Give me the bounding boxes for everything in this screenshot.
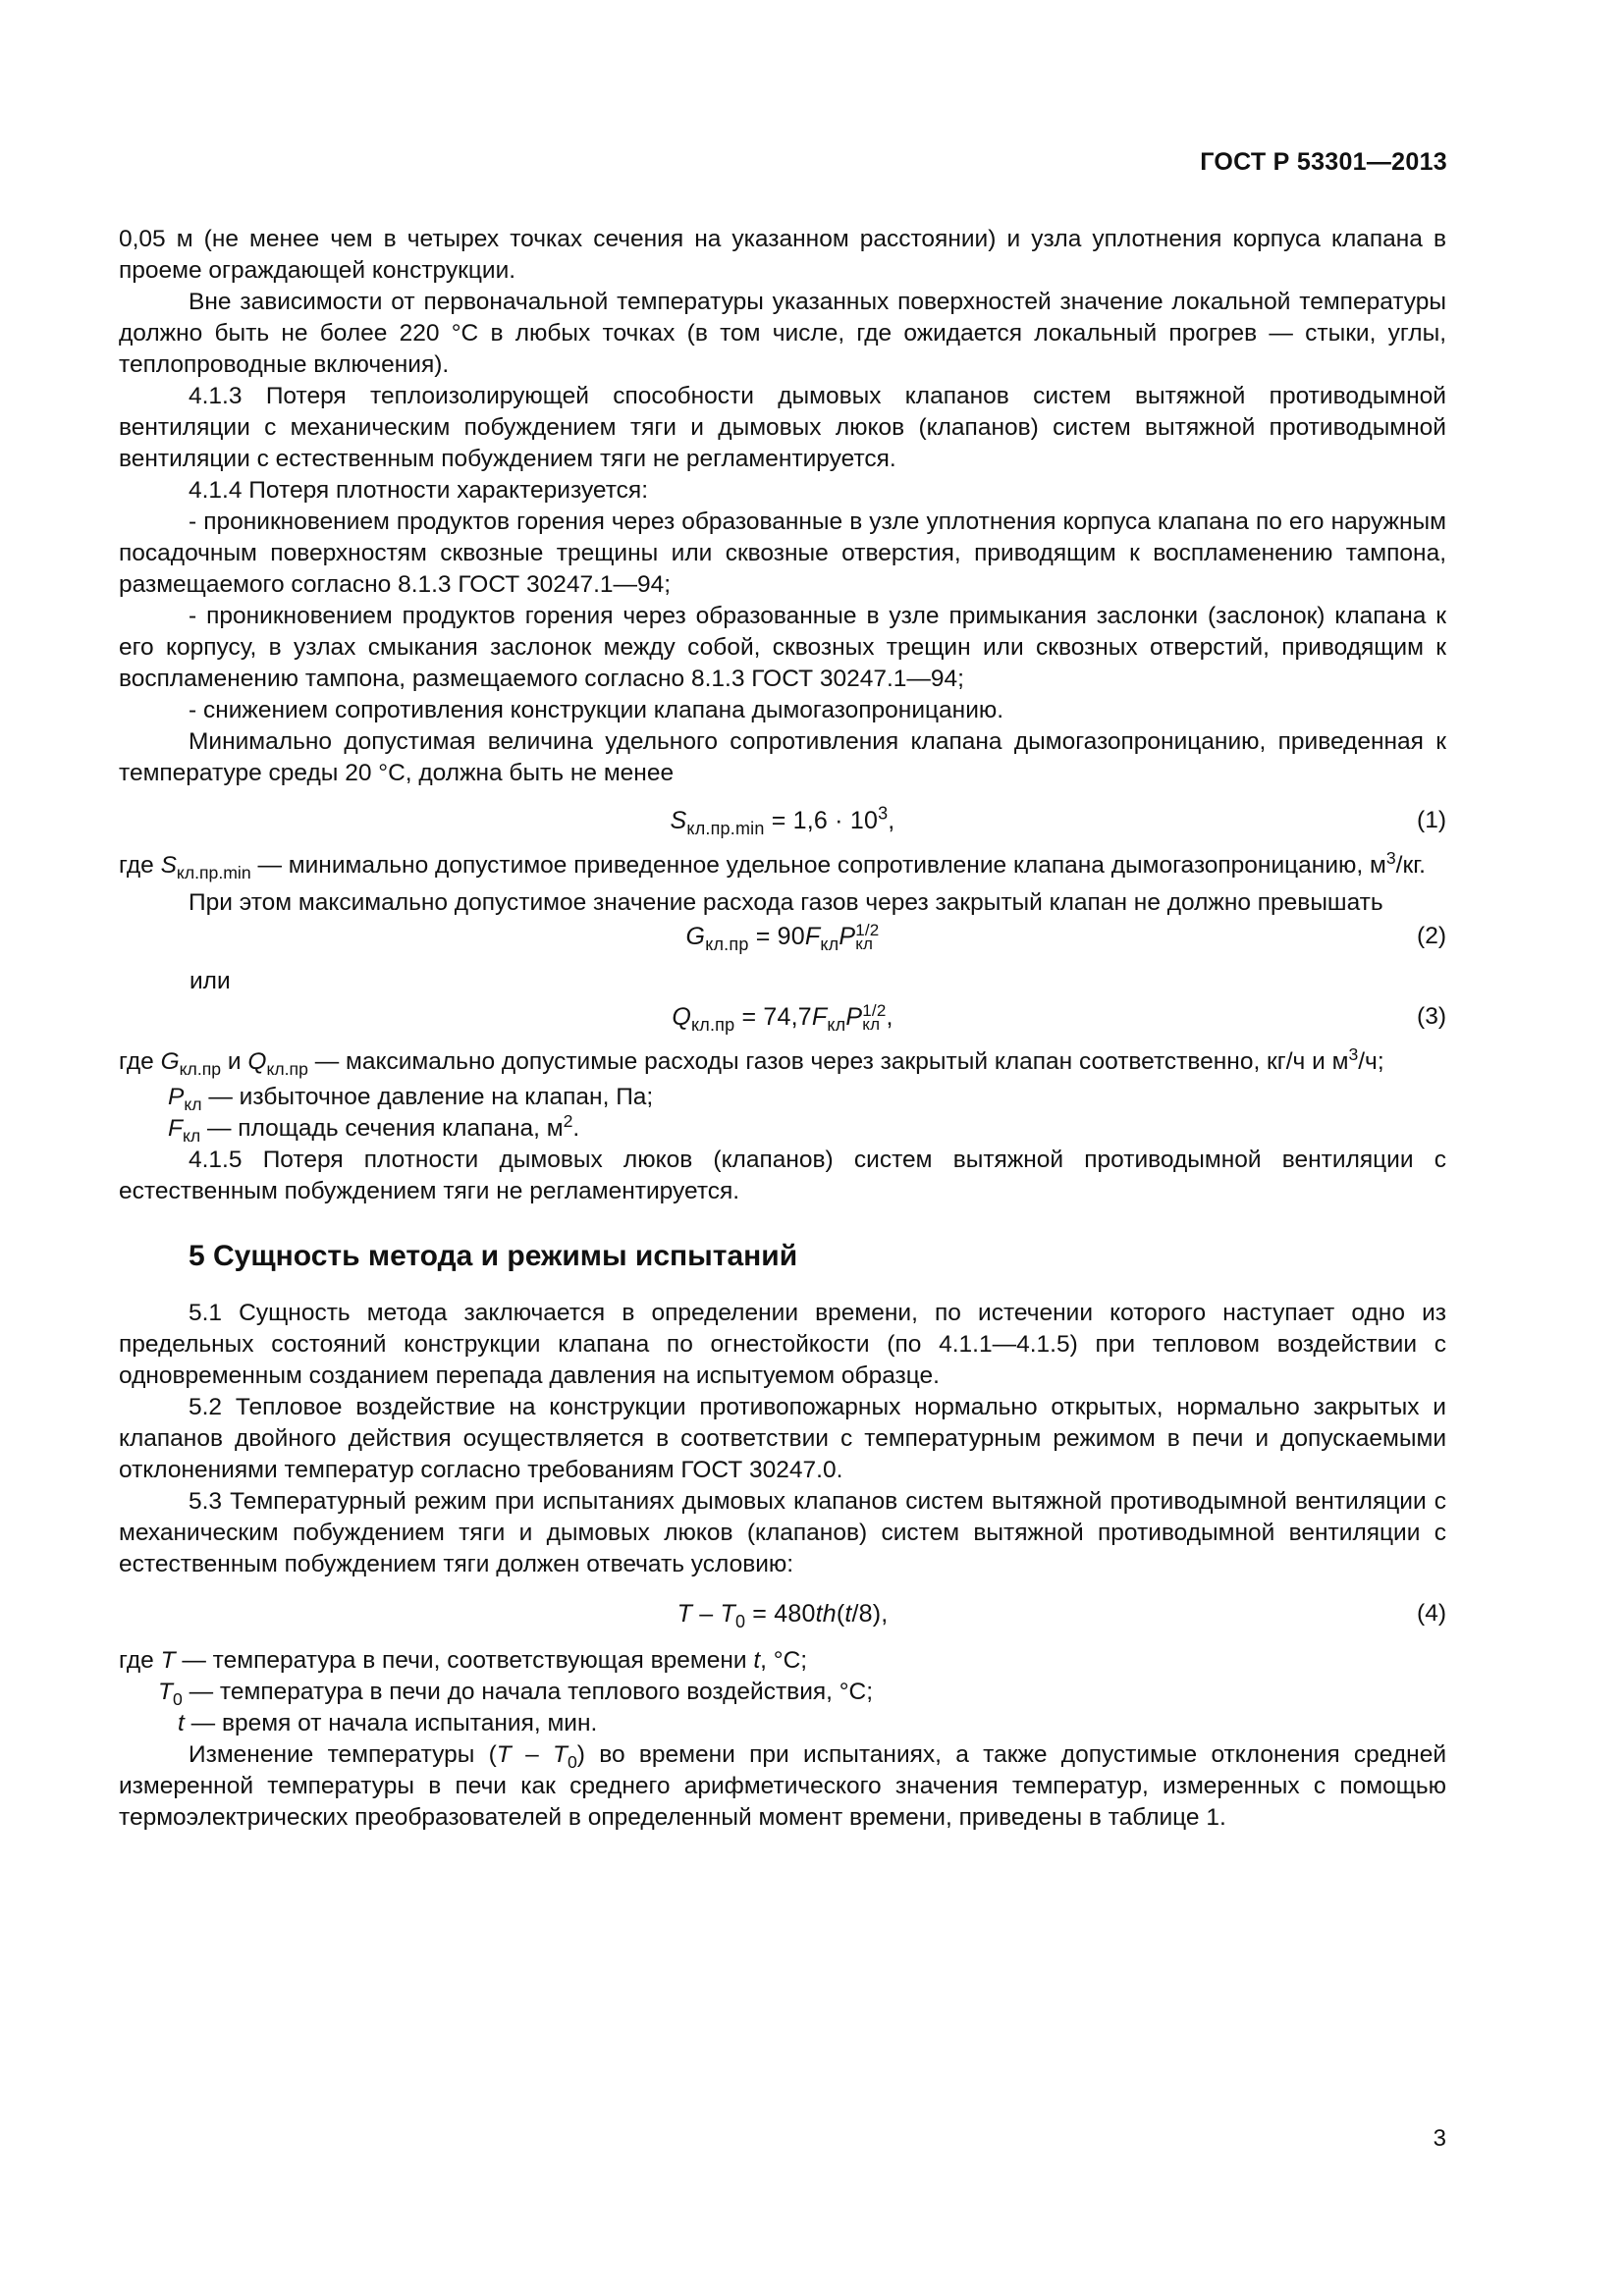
symbol: t bbox=[178, 1710, 185, 1736]
dash: — bbox=[200, 1115, 239, 1142]
paragraph-text: – bbox=[511, 1741, 553, 1768]
subscript: 0 bbox=[172, 1688, 183, 1709]
subscript: кл bbox=[182, 1125, 201, 1146]
formula-text: /8), bbox=[851, 1600, 889, 1628]
formula-text: , bbox=[886, 1003, 893, 1031]
subscript: кл.пр.min bbox=[686, 819, 765, 838]
formula-expression bbox=[119, 1001, 1446, 1033]
formula-number: (4) bbox=[1417, 1600, 1446, 1627]
paragraph-4-1-5: 4.1.5 Потеря плотности дымовых люков (клапанов) систем вытяжной противодымной вентиляции с естественным побуждением тяги не регламентируется. bbox=[119, 1147, 1446, 1204]
superscript: 1/2 bbox=[855, 921, 880, 940]
formula-expression bbox=[119, 921, 1446, 952]
list-item: - проникновением продуктов горения через образованные в узле примыкания заслонки (заслонок) клапана к его корпусу, в узлах смыкания заслонок между собой, сквозных трещин или сквозных отверстий, приводящим к воспламенению тампона, размещаемого согласно 8.1.3 ГОСТ 30247.1—94; bbox=[119, 603, 1446, 692]
document-body bbox=[119, 224, 1446, 1834]
where-description: максимально допустимые расходы газов через закрытый клапан соответственно, кг/ч и м bbox=[346, 1048, 1349, 1075]
formula-text: = 74,7 bbox=[734, 1003, 812, 1031]
subscript: кл.пр bbox=[179, 1058, 222, 1079]
where-clause bbox=[119, 847, 1446, 882]
subscript: 0 bbox=[734, 1612, 746, 1631]
where-lead: где bbox=[119, 1048, 161, 1075]
formula-number: (2) bbox=[1417, 923, 1446, 949]
symbol: t bbox=[753, 1647, 761, 1674]
formula-text: ( bbox=[836, 1600, 845, 1628]
formula-expression bbox=[119, 1598, 1446, 1629]
formula-text: = 1,6 · 10 bbox=[764, 807, 879, 834]
subscript: кл bbox=[827, 1015, 846, 1035]
symbol: P bbox=[168, 1084, 185, 1110]
subscript: кл.пр.min bbox=[176, 862, 251, 882]
paragraph bbox=[119, 1739, 1446, 1834]
dash: — bbox=[307, 1048, 347, 1075]
dash: — bbox=[182, 1679, 220, 1705]
where-lead: где bbox=[119, 852, 161, 879]
paragraph-4-1-3: 4.1.3 Потеря теплоизолирующей способности дымовых клапанов систем вытяжной противодымной вентиляции с механическим побуждением тяги и дымовых люков (клапанов) систем вытяжной противодымной вентиляции с естественным побуждением тяги не регламентируется. bbox=[119, 383, 1446, 472]
formula-1 bbox=[119, 805, 1446, 836]
list-item: - проникновением продуктов горения через образованные в узле уплотнения корпуса клапана по его наружным посадочным поверхностям сквозные трещины или сквозные отверстия, приводящим к воспламенению тампона, размещаемого согласно 8.1.3 ГОСТ 30247.1—94; bbox=[119, 508, 1446, 598]
symbol: T bbox=[158, 1679, 173, 1705]
formula-expression bbox=[119, 805, 1446, 836]
where-lead: и bbox=[221, 1048, 248, 1075]
paragraph-5-1: 5.1 Сущность метода заключается в определении времени, по истечении которого наступает одно из предельных состояний конструкции клапана по огнестойкости (по 4.1.1—4.1.5) при тепловом воздействии с одновременным созданием перепада давления на испытуемом образце. bbox=[119, 1300, 1446, 1389]
symbol: T bbox=[496, 1741, 512, 1768]
list-item: - снижением сопротивления конструкции клапана дымогазопроницанию. bbox=[189, 697, 1004, 723]
where-description: минимально допустимое приведенное удельное сопротивление клапана дымогазопроницанию, м bbox=[288, 852, 1386, 879]
superscript: 2 bbox=[563, 1110, 573, 1131]
symbol: T bbox=[677, 1600, 693, 1628]
formula-number: (1) bbox=[1417, 807, 1446, 833]
where-item bbox=[119, 1082, 1446, 1113]
paragraph-text: ) во времени при испытаниях, а также допустимые отклонения средней измеренной температуры в печи как среднего арифметического значения температур, измеренных с помощью термоэлектрических преобразователей в определенный момент времени, приведены в таблице 1. bbox=[119, 1741, 1447, 1831]
paragraph: Минимально допустимая величина удельного сопротивления клапана дымогазопроницанию, приведенная к температуре среды 20 °С, должна быть не менее bbox=[119, 728, 1446, 786]
paragraph-5-2: 5.2 Тепловое воздействие на конструкции противопожарных нормально открытых, нормально закрытых и клапанов двойного действия осуществляется в соответствии с температурным режимом в печи и допускаемыми отклонениями температур согласно требованиям ГОСТ 30247.0. bbox=[119, 1394, 1446, 1483]
formula-text: – bbox=[692, 1600, 721, 1628]
where-clause bbox=[119, 1645, 1446, 1677]
symbol: G bbox=[685, 923, 706, 950]
dash: — bbox=[175, 1647, 213, 1674]
paragraph: 0,05 м (не менее чем в четырех точках сечения на указанном расстоянии) и узла уплотнения корпуса клапана в проеме ограждающей конструкции. bbox=[119, 226, 1446, 284]
symbol: F bbox=[168, 1115, 183, 1142]
where-item bbox=[119, 1677, 1446, 1708]
subscript: кл bbox=[862, 1015, 881, 1035]
formula-4 bbox=[119, 1598, 1446, 1629]
where-description: площадь сечения клапана, м bbox=[238, 1115, 564, 1142]
dash: — bbox=[201, 1084, 240, 1110]
where-description: температура в печи, соответствующая времени bbox=[212, 1647, 754, 1674]
superscript: 3 bbox=[1348, 1043, 1359, 1064]
symbol: P bbox=[839, 923, 856, 950]
where-description: время от начала испытания, мин. bbox=[221, 1710, 598, 1736]
superscript: 3 bbox=[1385, 847, 1396, 868]
paragraph: Вне зависимости от первоначальной температуры указанных поверхностей значение локальной температуры должно быть не более 220 °С в любых точках (в том числе, где ожидается локальный прогрев — стыки, углы, теплопроводные включения). bbox=[119, 289, 1446, 378]
symbol: T bbox=[553, 1741, 568, 1768]
formula-3 bbox=[119, 1001, 1446, 1033]
subscript: кл bbox=[184, 1094, 202, 1114]
section-heading-5: 5 Сущность метода и режимы испытаний bbox=[189, 1240, 798, 1272]
where-description: , °С; bbox=[760, 1647, 808, 1674]
or-text: или bbox=[189, 968, 231, 994]
symbol: G bbox=[160, 1048, 180, 1075]
where-lead: где bbox=[119, 1647, 161, 1674]
symbol: P bbox=[845, 1003, 863, 1031]
formula-text: = 90 bbox=[748, 923, 805, 950]
where-description: избыточное давление на клапан, Па; bbox=[239, 1084, 654, 1110]
symbol: T bbox=[720, 1600, 735, 1628]
formula-2 bbox=[119, 921, 1446, 952]
page-number: 3 bbox=[1433, 2125, 1446, 2152]
symbol: th bbox=[815, 1600, 837, 1628]
where-description: . bbox=[572, 1115, 580, 1142]
paragraph-4-1-4: 4.1.4 Потеря плотности характеризуется: bbox=[189, 477, 649, 504]
dash: — bbox=[250, 852, 289, 879]
where-clause bbox=[119, 1043, 1446, 1079]
where-item bbox=[119, 1110, 1446, 1146]
document-code-header: ГОСТ Р 53301—2013 bbox=[1200, 148, 1447, 176]
paragraph: При этом максимально допустимое значение расхода газов через закрытый клапан не должно превышать bbox=[189, 889, 1383, 916]
formula-text: , bbox=[888, 807, 895, 834]
superscript: 1/2 bbox=[862, 1001, 887, 1021]
paragraph-5-3: 5.3 Температурный режим при испытаниях дымовых клапанов систем вытяжной противодымной вентиляции с механическим побуждением тяги и дымовых люков (клапанов) систем вытяжной противодымной вентиляции с естественным побуждением тяги должен отвечать условию: bbox=[119, 1488, 1446, 1577]
superscript: 3 bbox=[878, 803, 889, 824]
where-item bbox=[119, 1708, 1446, 1739]
symbol: Q bbox=[672, 1003, 691, 1031]
subscript: кл.пр bbox=[691, 1015, 735, 1035]
subscript: кл bbox=[820, 934, 839, 954]
symbol: t bbox=[844, 1600, 852, 1628]
dash: — bbox=[184, 1710, 222, 1736]
symbol: S bbox=[160, 852, 177, 879]
formula-number: (3) bbox=[1417, 1003, 1446, 1030]
where-description: температура в печи до начала теплового воздействия, °С; bbox=[219, 1679, 874, 1705]
paragraph-text: Изменение температуры ( bbox=[189, 1741, 497, 1768]
formula-text: = 480 bbox=[745, 1600, 816, 1628]
symbol: S bbox=[670, 807, 687, 834]
where-description: /ч; bbox=[1358, 1048, 1384, 1075]
subscript: 0 bbox=[567, 1751, 577, 1772]
symbol: F bbox=[804, 923, 821, 950]
where-description: /кг. bbox=[1395, 852, 1426, 879]
symbol: Q bbox=[247, 1048, 267, 1075]
subscript: кл.пр bbox=[266, 1058, 308, 1079]
subscript: кл bbox=[855, 934, 874, 954]
subscript: кл.пр bbox=[705, 934, 749, 954]
symbol: T bbox=[160, 1647, 176, 1674]
symbol: F bbox=[811, 1003, 828, 1031]
